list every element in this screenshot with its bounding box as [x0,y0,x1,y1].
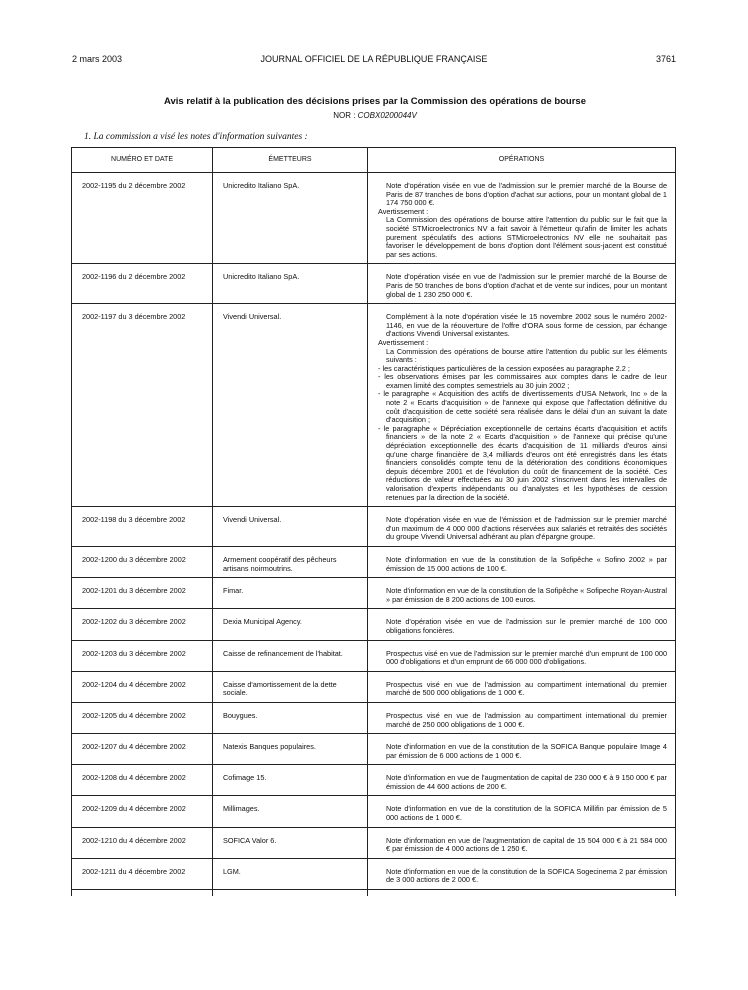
cell-operations [368,640,676,671]
operation-text: - le paragraphe « Dépréciation exceptionnelle de certains écarts d'acquisition et actifs financiers » de la note 2 « Ecarts d'acquisition » de l'annexe qui précise qu'une dépréciation exceptionnelle des écarts d'acquisition de 11 milliards d'euros ainsi qu'une charge financière de 3,4 milliards d'euros ont été enregistrés dans les états financiers consolidés compte tenu de la détérioration des conditions économiques depuis décembre 2001 et de l'évolution du coût de financement de la société. Ces réductions de valeur effectuées au 30 juin 2002 s'inscrivent dans les intervalles de valorisation d'experts indépendants ou d'analystes et les hypothèses de cession retenues par la direction de la société. [378,423,667,502]
cell-numero-date: 2002-1196 du 2 décembre 2002 [72,264,213,304]
operation-text: Note d'opération visée en vue de l'admission sur le premier marché de la Bourse de Paris de 87 tranches de bons d'option d'achat sur actions, pour un montant global de 1 174 750 000 €. [386,181,667,208]
cell-operations [368,796,676,827]
cell-numero-date: 2002-1200 du 3 décembre 2002 [72,546,213,577]
cell-emetteur: Caisse de refinancement de l'habitat. [213,640,368,671]
cell-numero-date: 2002-1203 du 3 décembre 2002 [72,640,213,671]
cell-operations [368,765,676,796]
table-row [72,264,676,304]
intro-paragraph: 1. La commission a visé les notes d'information suivantes : [84,132,308,142]
cell-numero-date: 2002-1201 du 3 décembre 2002 [72,578,213,609]
operation-text: Complément à la note d'opération visée le 15 novembre 2002 sous le numéro 2002-1146, en vue de la réouverture de l'offre d'ORA sous forme de cession, par échange d'actions Vivendi Universal existantes. [386,312,667,339]
operation-text: Avertissement : [378,337,429,347]
operation-text: Note d'information en vue de la constitution de la SOFICA Sogecinema 2 par émission de 3 000 actions de 2 000 €. [386,866,667,885]
cell-numero-date: 2002-1202 du 3 décembre 2002 [72,609,213,640]
nor-value: COBX0200044V [357,111,417,120]
operation-text: La Commission des opérations de bourse attire l'attention du public sur le fait que la société STMicroelectronics NV a fait savoir à l'émetteur qu'afin de limiter les achats purement spéculatifs des actions STMicroelectronics NV elle ne souhaitait pas favoriser le développement de bons d'option dont l'élément sous-jacent est constitué par ses actions. [386,215,667,259]
table-row [72,640,676,671]
table-row [72,827,676,858]
nor-label: NOR : [333,111,356,120]
header-journal-title: JOURNAL OFFICIEL DE LA RÉPUBLIQUE FRANÇAISE [260,54,488,64]
operation-text: Note d'opération visée en vue de l'admission sur le premier marché de 100 000 obligations foncières. [386,617,667,635]
cell-emetteur: Bouygues. [213,702,368,733]
column-header-numero: NUMÉRO ET DATE [72,148,213,173]
operation-text: Note d'information en vue de l'augmentation de capital de 230 000 € à 9 150 000 € par émission de 44 600 actions de 200 €. [386,773,667,791]
cell-emetteur: Millimages. [213,796,368,827]
cell-emetteur: Unicredito Italiano SpA. [213,173,368,264]
cell-emetteur: Armement coopératif des pêcheurs artisans noirmoutrins. [213,546,368,577]
operation-text: Avertissement : [378,206,429,216]
cell-numero-date: 2002-1207 du 4 décembre 2002 [72,734,213,765]
operation-text: Note d'opération visée en vue de l'émission et de l'admission sur le premier marché d'un maximum de 4 000 000 d'actions réservées aux salariés et retraités des sociétés du groupe Vivendi Universal adhérant au plan d'épargne groupe. [386,515,667,542]
cell-emetteur: Vivendi Universal. [213,304,368,507]
table-row [72,609,676,640]
cell-emetteur: Vivendi Universal. [213,507,368,547]
table-header-row [72,148,676,173]
operation-text: Note d'information en vue de la constitution de la Sofipêche « Sofino 2002 » par émission de 15 000 actions de 100 €. [386,554,667,573]
cell-numero-date: 2002-1208 du 4 décembre 2002 [72,765,213,796]
operation-text: Prospectus visé en vue de l'admission sur le premier marché d'un emprunt de 100 000 000 d'obligations et d'un emprunt de 66 000 000 d'obligations. [386,648,667,667]
operation-text: - les observations émises par les commissaires aux comptes dans le cadre de leur examen limité des comptes semestriels au 30 juin 2002 ; [378,372,667,390]
table-row [72,734,676,765]
operation-text: - les caractéristiques particulières de la cession exposées au paragraphe 2.2 ; [378,363,630,373]
column-header-emetteurs: ÉMETTEURS [213,148,368,173]
table-row [72,796,676,827]
cell-emetteur: Cofimage 15. [213,765,368,796]
table-row [72,765,676,796]
header-page-number: 3761 [655,54,676,64]
continuation-cell [72,890,213,897]
operation-text: Note d'information en vue de la constitution de la SOFICA Banque populaire Image 4 par émission de 6 000 actions de 1 000 €. [386,742,667,760]
header-date: 2 mars 2003 [72,54,123,64]
operation-text: - le paragraphe « Acquisition des actifs de divertissements d'USA Network, Inc » de la note 2 « Ecarts d'acquisition » de l'annexe qui expose que l'affectation définitive du coût d'acquisition de cette société sera réalisée dans le délai d'un an suivant la date d'acquisition ; [378,389,667,425]
cell-operations [368,546,676,577]
operation-text: Note d'information en vue de l'augmentation de capital de 15 504 000 € à 21 584 000 € par émission de 4 000 actions de 1 250 €. [386,835,667,854]
cell-emetteur: Fimar. [213,578,368,609]
cell-operations [368,827,676,858]
cell-numero-date: 2002-1204 du 4 décembre 2002 [72,671,213,702]
column-header-operations: OPÉRATIONS [368,148,676,173]
table-continuation-row [72,890,676,897]
cell-operations [368,507,676,547]
table-row [72,858,676,889]
cell-operations [368,304,676,507]
table-row [72,304,676,507]
cell-operations [368,609,676,640]
table-row [72,671,676,702]
operation-text: Note d'information en vue de la constitution de la Sofipêche « Sofipeche Royan-Austral » par émission de 8 200 actions de 100 euros. [386,586,667,604]
continuation-cell [213,890,368,897]
document-title: Avis relatif à la publication des décisions prises par la Commission des opérations de bourse [164,96,586,107]
decisions-table [71,147,676,896]
cell-emetteur: Unicredito Italiano SpA. [213,264,368,304]
table-body [72,173,676,897]
table-row [72,702,676,733]
cell-emetteur: Dexia Municipal Agency. [213,609,368,640]
table-row [72,507,676,547]
operation-text: Prospectus visé en vue de l'admission au compartiment international du premier marché de 500 000 obligations de 1 000 €. [386,679,667,698]
operation-text: Note d'opération visée en vue de l'admission sur le premier marché de la Bourse de Paris de 50 tranches de bons d'option d'achat et de vente sur indices, pour un montant global de 1 230 250 000 €. [386,272,667,299]
cell-operations [368,173,676,264]
table-row [72,546,676,577]
cell-operations [368,578,676,609]
nor-reference [60,111,690,121]
cell-operations [368,671,676,702]
cell-numero-date: 2002-1198 du 3 décembre 2002 [72,507,213,547]
cell-numero-date: 2002-1195 du 2 décembre 2002 [72,173,213,264]
cell-numero-date: 2002-1197 du 3 décembre 2002 [72,304,213,507]
cell-numero-date: 2002-1209 du 4 décembre 2002 [72,796,213,827]
cell-operations [368,734,676,765]
cell-numero-date: 2002-1210 du 4 décembre 2002 [72,827,213,858]
cell-operations [368,702,676,733]
cell-emetteur: Caisse d'amortissement de la dette sociale. [213,671,368,702]
page-header [72,53,676,65]
table-row [72,173,676,264]
operation-text: La Commission des opérations de bourse attire l'attention du public sur les éléments suivants : [386,346,667,365]
cell-operations [368,858,676,889]
operation-text: Prospectus visé en vue de l'admission au compartiment international du premier marché de 250 000 obligations de 1 000 €. [386,710,667,729]
table-row [72,578,676,609]
cell-numero-date: 2002-1205 du 4 décembre 2002 [72,702,213,733]
continuation-cell [368,890,676,897]
cell-emetteur: SOFICA Valor 6. [213,827,368,858]
operation-text: Note d'information en vue de la constitution de la SOFICA Millifin par émission de 5 000 actions de 1 000 €. [386,804,667,823]
cell-emetteur: Natexis Banques populaires. [213,734,368,765]
cell-numero-date: 2002-1211 du 4 décembre 2002 [72,858,213,889]
cell-operations [368,264,676,304]
cell-emetteur: LGM. [213,858,368,889]
